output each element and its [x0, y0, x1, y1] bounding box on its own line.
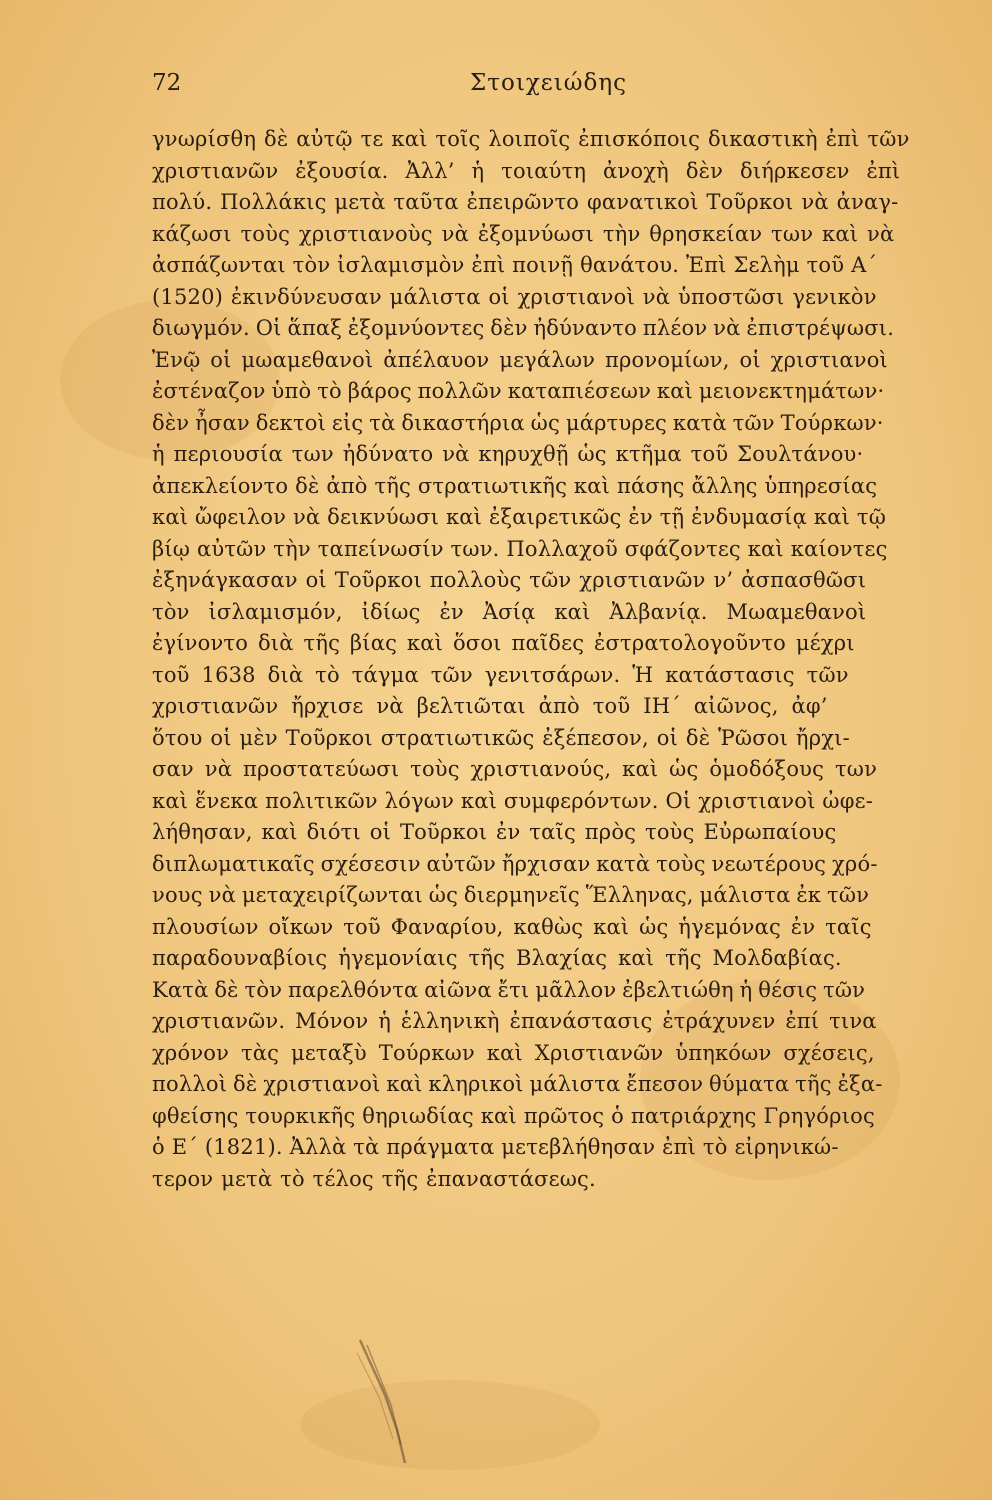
text-line: χριστιανῶν ἐξουσία. Ἀλλ’ ἡ τοιαύτη ἀνοχὴ δὲν διήρκεσεν ἐπὶ — [152, 158, 901, 183]
text-line: πλουσίων οἴκων τοῦ Φαναρίου, καθὼς καὶ ὡς ἡγεμόνας ἐν ταῖς — [152, 914, 872, 939]
text-line: τερον μετὰ τὸ τέλος τῆς ἐπαναστάσεως. — [152, 1166, 596, 1191]
text-line: (1520) ἐκινδύνευσαν μάλιστα οἱ χριστιανοὶ νὰ ὑποστῶσι γενικὸν — [152, 284, 877, 309]
running-title: Στοιχειώδης — [470, 70, 627, 96]
text-line: διπλωματικαῖς σχέσεσιν αὐτῶν ἤρχισαν κατὰ τοὺς νεωτέρους χρό- — [152, 851, 878, 876]
text-line: πολλοὶ δὲ χριστιανοὶ καὶ κληρικοὶ μάλιστα ἔπεσον θύματα τῆς ἐξα- — [152, 1072, 883, 1096]
text-line: ὅτου οἱ μὲν Τοῦρκοι στρατιωτικῶς ἐξέπεσον, οἱ δὲ Ῥῶσοι ἤρχι- — [152, 725, 850, 750]
text-line: χρόνον τὰς μεταξὺ Τούρκων καὶ Χριστιανῶν ὑπηκόων σχέσεις, — [152, 1040, 875, 1065]
page-header — [152, 70, 842, 100]
text-line: ἐξηνάγκασαν οἱ Τοῦρκοι πολλοὺς τῶν χριστιανῶν ν’ ἀσπασθῶσι — [152, 568, 867, 592]
text-line: καὶ ὤφειλον νὰ δεικνύωσι καὶ ἐξαιρετικῶς ἐν τῇ ἐνδυμασίᾳ καὶ τῷ — [152, 505, 887, 529]
text-line: ἐστέναζον ὑπὸ τὸ βάρος πολλῶν καταπιέσεων καὶ μειονεκτημάτων· — [152, 379, 885, 403]
text-line: διωγμόν. Οἱ ἅπαξ ἐξομνύοντες δὲν ἠδύναντο πλέον νὰ ἐπιστρέψωσι. — [152, 316, 895, 340]
text-line: χριστιανῶν ἤρχισε νὰ βελτιῶται ἀπὸ τοῦ ΙΗ΄ αἰῶνος, ἀφ’ — [152, 694, 828, 718]
text-line: βίῳ αὐτῶν τὴν ταπείνωσίν των. Πολλαχοῦ σφάζοντες καὶ καίοντες — [152, 536, 888, 561]
text-line: πολύ. Πολλάκις μετὰ ταῦτα ἐπειρῶντο φανατικοὶ Τοῦρκοι νὰ ἀναγ- — [152, 190, 899, 214]
text-line: παραδουναβίοις ἡγεμονίαις τῆς Βλαχίας καὶ τῆς Μολδαβίας. — [152, 946, 842, 970]
text-line: ἀσπάζωνται τὸν ἰσλαμισμὸν ἐπὶ ποινῇ θανάτου. Ἐπὶ Σελὴμ τοῦ Α΄ — [152, 253, 878, 277]
text-line: γνωρίσθη δὲ αὐτῷ τε καὶ τοῖς λοιποῖς ἐπισκόποις δικαστικὴ ἐπὶ τῶν — [152, 127, 910, 151]
text-line: ὁ Ε΄ (1821). Ἀλλὰ τὰ πράγματα μετεβλήθησαν ἐπὶ τὸ εἰρηνικώ- — [152, 1135, 839, 1159]
text-line: τοῦ 1638 διὰ τὸ τάγμα τῶν γενιτσάρων. Ἡ κατάστασις τῶν — [152, 662, 849, 687]
text-line: ἐγίνοντο διὰ τῆς βίας καὶ ὅσοι παῖδες ἐστρατολογοῦντο μέχρι — [152, 631, 855, 655]
text-line: καὶ ἕνεκα πολιτικῶν λόγων καὶ συμφερόντων. Οἱ χριστιανοὶ ὠφε- — [152, 788, 873, 813]
page-number: 72 — [152, 70, 182, 96]
text-line: δὲν ἦσαν δεκτοὶ εἰς τὰ δικαστήρια ὡς μάρτυρες κατὰ τῶν Τούρκων· — [152, 410, 884, 435]
text-line: Ἐνῷ οἱ μωαμεθανοὶ ἀπέλαυον μεγάλων προνομίων, οἱ χριστιανοὶ — [152, 347, 888, 372]
text-line: κάζωσι τοὺς χριστιανοὺς νὰ ἐξομνύωσι τὴν θρησκείαν των καὶ νὰ — [152, 221, 895, 246]
text-line: ἀπεκλείοντο δὲ ἀπὸ τῆς στρατιωτικῆς καὶ πάσης ἄλλης ὑπηρεσίας — [152, 473, 878, 498]
text-line: φθείσης τουρκικῆς θηριωδίας καὶ πρῶτος ὁ πατριάρχης Γρηγόριος — [152, 1103, 875, 1128]
text-line: Κατὰ δὲ τὸν παρελθόντα αἰῶνα ἔτι μᾶλλον ἐβελτιώθη ἡ θέσις τῶν — [152, 977, 866, 1002]
body-text — [152, 124, 960, 1195]
pen-scratch-mark — [355, 1335, 475, 1465]
text-line: τὸν ἰσλαμισμόν, ἰδίως ἐν Ἀσίᾳ καὶ Ἀλβανίᾳ. Μωαμεθανοὶ — [152, 599, 867, 624]
text-line: ἡ περιουσία των ἠδύνατο νὰ κηρυχθῇ ὡς κτῆμα τοῦ Σουλτάνου· — [152, 442, 864, 466]
text-line: σαν νὰ προστατεύωσι τοὺς χριστιανούς, καὶ ὡς ὁμοδόξους των — [152, 757, 878, 781]
text-line: λήθησαν, καὶ διότι οἱ Τοῦρκοι ἐν ταῖς πρὸς τοὺς Εὐρωπαίους — [152, 820, 837, 844]
text-line: νους νὰ μεταχειρίζωνται ὡς διερμηνεῖς Ἕλληνας, μάλιστα ἐκ τῶν — [152, 883, 870, 907]
text-line: χριστιανῶν. Μόνον ἡ ἑλληνικὴ ἐπανάστασις ἐτράχυνεν ἐπί τινα — [152, 1009, 877, 1033]
